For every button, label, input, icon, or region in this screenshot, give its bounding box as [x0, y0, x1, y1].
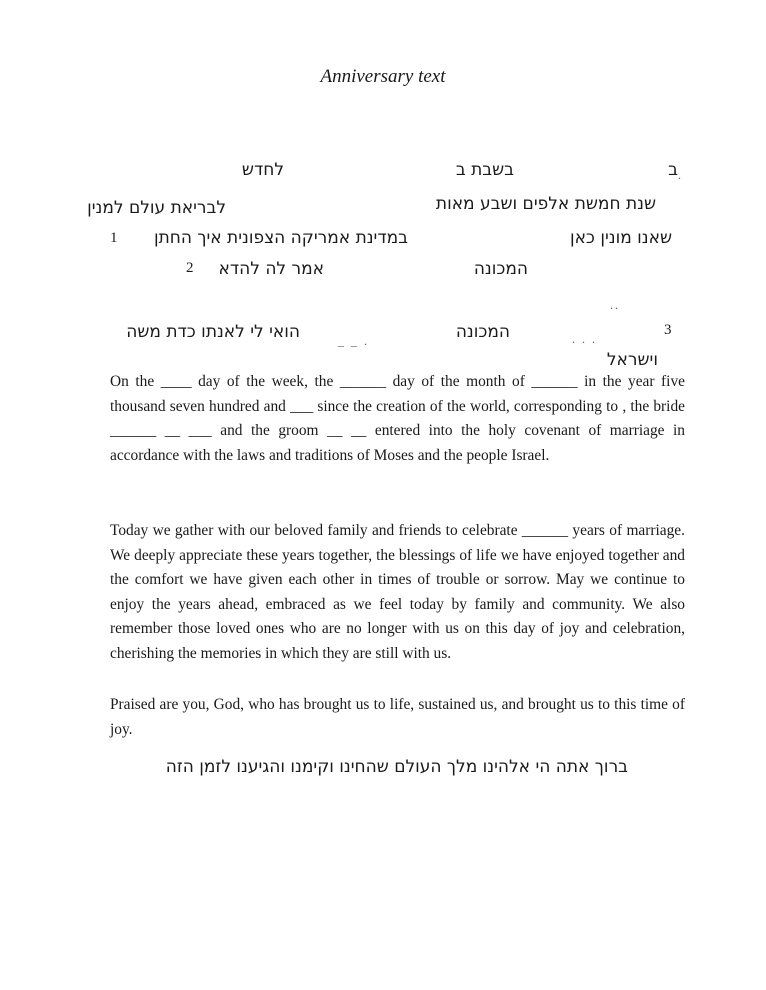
hebrew-line1-middle: בשבת ב [455, 160, 514, 180]
fill-in-dots: . [678, 168, 683, 182]
hebrew-line3-number: 1 [110, 230, 118, 246]
english-paragraph-1: On the ____ day of the week, the ______ day of the month of ______ in the year five thousand seven hundred and ___ since the creation of the world, corresponding to , the bride ______ __ ___ and the groom __ __ entered into the holy covenant of marriage in accordance with the laws and traditions of Moses and the people Israel. [110, 373, 685, 464]
hebrew-line3-middle: במדינת אמריקה הצפונית איך החתן [153, 228, 408, 248]
hebrew-line4-number: 2 [186, 260, 194, 276]
fill-in-dots: _ _ . [338, 334, 369, 348]
hebrew-line2-left: לבריאת עולם למנין [87, 198, 226, 218]
hebrew-line6: וישראל [606, 350, 658, 370]
english-paragraph-2: Today we gather with our beloved family and friends to celebrate ______ years of marriage. We deeply appreciate these years together, the blessings of life we have enjoyed together and the comfort we have given each other in times of trouble or sorrow. May we continue to enjoy the years ahead, embraced as we feel today by family and community. We also remember those loved ones who are no longer with us on this day of joy and celebration, cherishing the memories in which they are still with us. [110, 522, 685, 662]
document-title: Anniversary text [320, 66, 446, 87]
fill-in-dots: .. [610, 298, 620, 312]
hebrew-line4-middle: המכונה [473, 259, 528, 279]
hebrew-line1-left: לחדש [241, 160, 284, 180]
hebrew-line3-right: שאנו מונין כאן [569, 228, 672, 248]
hebrew-line4-left: אמר לה להדא [218, 259, 324, 279]
hebrew-line5-number: 3 [664, 322, 672, 338]
fill-in-dots: . . . [572, 332, 597, 346]
hebrew-line5-middle: המכונה [455, 322, 510, 342]
hebrew-blessing: ברוך אתה הי אלהינו מלך העולם שהחינו וקימנו והגיענו לזמן הזה [165, 757, 628, 777]
english-paragraph-3: Praised are you, God, who has brought us to life, sustained us, and brought us to this time of joy. [110, 696, 685, 738]
hebrew-line5-left: הואי לי לאנתו כדת משה [126, 322, 300, 342]
hebrew-line1-right: ב [668, 160, 678, 180]
hebrew-line2-right: שנת חמשת אלפים ושבע מאות [435, 194, 656, 214]
